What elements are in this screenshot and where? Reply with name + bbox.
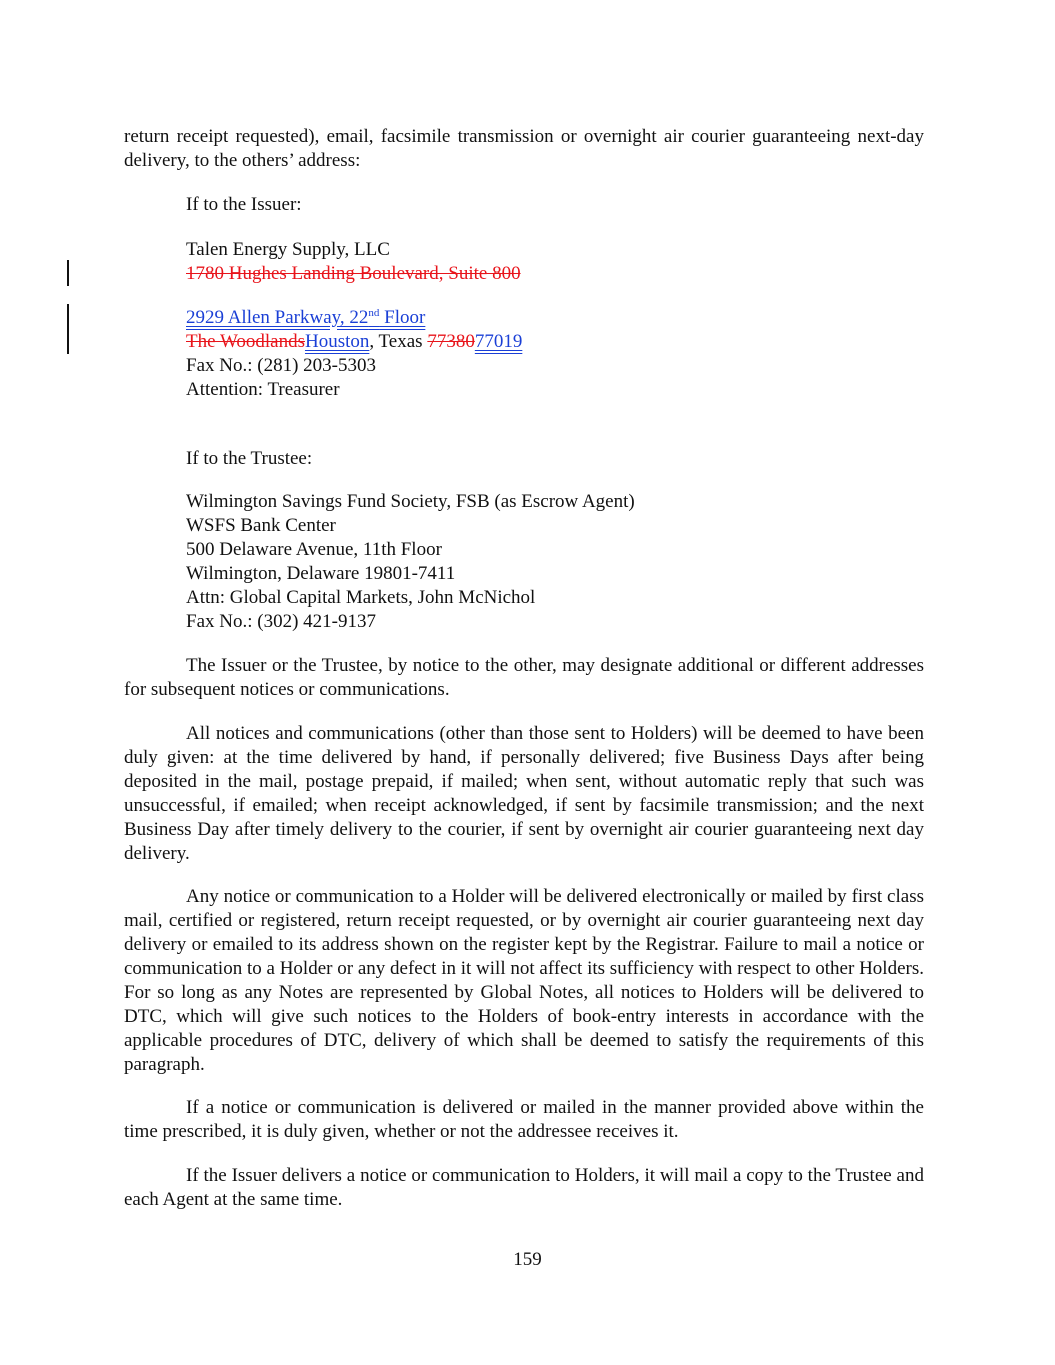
body-paragraph: All notices and communications (other than those sent to Holders) will be deemed to have been duly given: at the time delivered by hand, if personally delivered; five Business Days after being deposited in the mail, postage prepaid, if mailed; when sent, without automatic reply that such was unsuccessful, if emailed; when receipt acknowledged, if sent by facsimile transmission; and the next Business Day after timely delivery to the courier, if sent by overnight air courier guaranteeing next day delivery.	[124, 723, 924, 864]
trustee-heading: If to the Trustee:	[186, 448, 313, 469]
trustee-line: WSFS Bank Center	[186, 515, 336, 536]
deleted-street: 1780 Hughes Landing Boulevard, Suite 800	[186, 263, 521, 284]
inserted-city: Houston	[304, 331, 370, 352]
new-street-line	[186, 306, 886, 330]
issuer-fax: Fax No.: (281) 203-5303	[186, 355, 376, 376]
inserted-street: 2929 Allen Parkway, 22nd Floor	[186, 307, 426, 328]
deleted-city: The Woodlands	[186, 331, 305, 352]
trustee-line: 500 Delaware Avenue, 11th Floor	[186, 539, 442, 560]
body-paragraph: The Issuer or the Trustee, by notice to the other, may designate additional or different addresses for subsequent notices or communications.	[124, 655, 924, 700]
body-paragraph: Any notice or communication to a Holder will be delivered electronically or mailed by first class mail, certified or registered, return receipt requested, or by overnight air courier guaranteeing next day delivery or emailed to its address shown on the register kept by the Registrar. Failure to mail a notice or communication to a Holder or any defect in it will not affect its sufficiency with respect to other Holders. For so long as any Notes are represented by Global Notes, all notices to Holders will be delivered to DTC, which will give such notices to the Holders of book-entry interests in accordance with the applicable procedures of DTC, delivery of which shall be deemed to satisfy the requirements of this paragraph.	[124, 886, 924, 1075]
issuer-new-address-block	[186, 306, 886, 402]
intro-paragraph: return receipt requested), email, facsimile transmission or overnight air courier guaranteeing next-day delivery, to the others’ address:	[124, 126, 924, 171]
city-line	[186, 330, 886, 354]
trustee-line: Fax No.: (302) 421-9137	[186, 611, 376, 632]
trustee-address-block	[186, 490, 886, 634]
issuer-name: Talen Energy Supply, LLC	[186, 239, 390, 260]
change-bar	[67, 304, 69, 354]
page-number: 159	[513, 1249, 542, 1270]
trustee-line: Wilmington Savings Fund Society, FSB (as Escrow Agent)	[186, 491, 635, 512]
state: , Texas	[369, 331, 428, 352]
inserted-zip: 77019	[474, 331, 523, 352]
body-paragraph: If the Issuer delivers a notice or communication to Holders, it will mail a copy to the Trustee and each Agent at the same time.	[124, 1165, 924, 1210]
deleted-zip: 77380	[427, 331, 475, 352]
issuer-address-block	[186, 238, 886, 286]
trustee-line: Wilmington, Delaware 19801-7411	[186, 563, 456, 584]
issuer-attention: Attention: Treasurer	[186, 379, 340, 400]
body-paragraph: If a notice or communication is delivered or mailed in the manner provided above within the time prescribed, it is duly given, whether or not the addressee receives it.	[124, 1097, 924, 1142]
issuer-heading: If to the Issuer:	[186, 194, 302, 215]
trustee-line: Attn: Global Capital Markets, John McNichol	[186, 587, 536, 608]
change-bar	[67, 260, 69, 286]
